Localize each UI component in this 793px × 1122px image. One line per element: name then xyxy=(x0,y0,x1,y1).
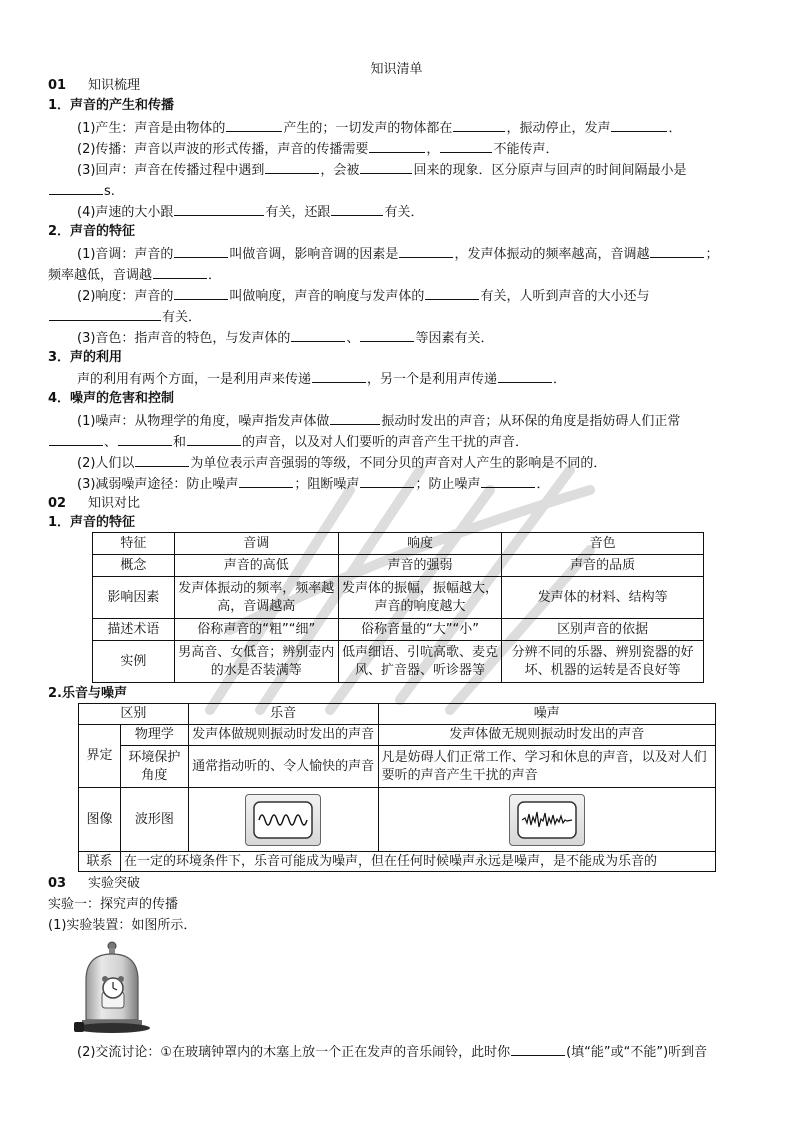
table-cell: 实例 xyxy=(93,641,175,683)
table-header-cell: 区别 xyxy=(79,704,189,725)
table-cell: 通常指动听的、令人愉快的声音 xyxy=(188,746,378,788)
answer-blank[interactable] xyxy=(453,118,505,132)
table-cell: 物理学 xyxy=(120,725,188,746)
table-header-cell: 响度 xyxy=(338,533,502,555)
answer-blank[interactable] xyxy=(425,286,479,300)
table-cell: 低声细语、引吭高歌、麦克风、扩音器、听诊器等 xyxy=(338,641,502,683)
page-title: 知识清单 xyxy=(370,62,423,77)
text-line: (1)噪声：从物理学的角度，噪声指发声体做 振动时发出的声音；从环保的角度是指妨碍人们正常 xyxy=(77,411,777,432)
answer-blank[interactable] xyxy=(49,307,161,321)
table-cell: 发声体做无规则振动时发出的声音 xyxy=(378,725,715,746)
text-line: 声的利用有两个方面，一是利用声来传递 ，另一个是利用声传递 ． xyxy=(77,369,777,390)
heading-music-vs-noise: 2.乐音与噪声 xyxy=(48,686,127,701)
table-row xyxy=(93,619,704,641)
table-row xyxy=(93,577,704,619)
answer-blank[interactable] xyxy=(49,181,103,195)
table-header-row xyxy=(79,704,716,725)
table-header-row xyxy=(93,533,704,555)
text-line: (3)音色：指声音的特色，与发声体的 、 等因素有关． xyxy=(77,328,777,349)
section-number: 02 xyxy=(48,496,67,511)
answer-blank[interactable] xyxy=(265,160,319,174)
irregular-waveform-icon xyxy=(509,794,585,846)
table-cell: 男高音、女低音；辨别壶内的水是否装满等 xyxy=(174,641,338,683)
answer-blank[interactable] xyxy=(239,474,293,488)
answer-blank[interactable] xyxy=(611,118,667,132)
answer-blank[interactable] xyxy=(440,139,492,153)
text-line: (1)实验装置：如图所示． xyxy=(48,918,197,933)
answer-blank[interactable] xyxy=(226,118,282,132)
table-cell: 俗称音量的“大”“小” xyxy=(338,619,502,641)
answer-blank[interactable] xyxy=(312,369,366,383)
text-line: (1)音调：声音的 叫做音调，影响音调的因素是 ，发声体振动的频率越高，音调越 ； xyxy=(77,244,777,265)
answer-blank[interactable] xyxy=(498,369,552,383)
table-row xyxy=(93,555,704,577)
table-cell: 发声体的振幅，振幅越大，声音的响度越大 xyxy=(338,577,502,619)
section-number: 03 xyxy=(48,876,67,891)
section-01-heading xyxy=(48,76,748,96)
text-line: 有关． xyxy=(48,307,748,328)
answer-blank[interactable] xyxy=(187,432,241,446)
answer-blank[interactable] xyxy=(650,244,704,258)
answer-blank[interactable] xyxy=(481,474,535,488)
table-row xyxy=(93,641,704,683)
answer-blank[interactable] xyxy=(360,328,414,342)
table-cell: 图像 xyxy=(79,788,121,852)
text-line: 频率越低，音调越 ． xyxy=(48,265,748,286)
table-cell: 联系 xyxy=(79,852,121,872)
text-line: (4)声速的大小跟 有关，还跟 有关． xyxy=(77,202,777,223)
table-header-cell: 音色 xyxy=(502,533,704,555)
heading-sound-use: 3．声的利用 xyxy=(48,350,123,365)
text-line: (2)交流讨论：①在玻璃钟罩内的木塞上放一个正在发声的音乐闹铃，此时你 (填“能”或“不能”)听到音 xyxy=(77,1042,777,1063)
heading-characteristics-table: 1．声音的特征 xyxy=(48,515,136,530)
table-cell xyxy=(378,788,715,852)
sound-characteristics-table xyxy=(92,532,704,683)
answer-blank[interactable] xyxy=(291,328,345,342)
table-cell: 发声体的材料、结构等 xyxy=(502,577,704,619)
text-line: s. xyxy=(48,181,748,202)
answer-blank[interactable] xyxy=(174,286,228,300)
heading-noise: 4．噪声的危害和控制 xyxy=(48,391,175,406)
answer-blank[interactable] xyxy=(511,1042,565,1056)
heading-sound-production: 1．声音的产生和传播 xyxy=(48,98,175,113)
answer-blank[interactable] xyxy=(369,139,425,153)
text-line: (2)响度：声音的 叫做响度，声音的响度与发声体的 有关，人听到声音的大小还与 xyxy=(77,286,777,307)
table-cell: 凡是妨碍人们正常工作、学习和休息的声音，以及对人们要听的声音产生干扰的声音 xyxy=(378,746,715,788)
table-row xyxy=(79,725,716,746)
table-cell: 影响因素 xyxy=(93,577,175,619)
table-cell: 分辨不同的乐器、辨别瓷器的好坏、机器的运转是否良好等 xyxy=(502,641,704,683)
answer-blank[interactable] xyxy=(174,202,264,216)
table-header-cell: 乐音 xyxy=(188,704,378,725)
section-label: 知识对比 xyxy=(88,496,141,511)
text-line: (3)回声：声音在传播过程中遇到 ，会被 回来的现象．区分原声与回声的时间间隔最小是 xyxy=(77,160,777,181)
table-cell: 在一定的环境条件下，乐音可能成为噪声，但在任何时候噪声永远是噪声，是不能成为乐音的 xyxy=(120,852,715,872)
table-cell: 声音的强弱 xyxy=(338,555,502,577)
answer-blank[interactable] xyxy=(153,265,207,279)
text-line: (2)传播：声音以声波的形式传播，声音的传播需要 ， 不能传声． xyxy=(77,139,777,160)
answer-blank[interactable] xyxy=(49,432,103,446)
answer-blank[interactable] xyxy=(360,474,414,488)
table-row xyxy=(79,788,716,852)
table-row xyxy=(79,852,716,872)
table-cell: 发声体振动的频率，频率越高，音调越高 xyxy=(174,577,338,619)
table-cell: 环境保护角度 xyxy=(120,746,188,788)
table-cell: 概念 xyxy=(93,555,175,577)
answer-blank[interactable] xyxy=(330,411,380,425)
bell-jar-apparatus-icon xyxy=(72,940,152,1036)
table-cell: 发声体做规则振动时发出的声音 xyxy=(188,725,378,746)
answer-blank[interactable] xyxy=(174,244,228,258)
table-header-cell: 特征 xyxy=(93,533,175,555)
answer-blank[interactable] xyxy=(360,160,412,174)
text-line: 实验一：探究声的传播 xyxy=(48,897,179,912)
text-line: 、 和 的声音，以及对人们要听的声音产生干扰的声音． xyxy=(48,432,748,453)
section-number: 01 xyxy=(48,78,67,93)
answer-blank[interactable] xyxy=(331,202,383,216)
table-cell: 声音的高低 xyxy=(174,555,338,577)
section-03-heading xyxy=(48,874,748,894)
table-cell: 描述术语 xyxy=(93,619,175,641)
table-cell xyxy=(188,788,378,852)
section-label: 实验突破 xyxy=(88,876,141,891)
table-row xyxy=(79,746,716,788)
regular-waveform-icon xyxy=(245,794,321,846)
text-line: (2)人们以 为单位表示声音强弱的等级，不同分贝的声音对人产生的影响是不同的． xyxy=(77,453,777,474)
section-label: 知识梳理 xyxy=(88,78,141,93)
section-02-heading xyxy=(48,494,748,514)
answer-blank[interactable] xyxy=(135,453,189,467)
answer-blank[interactable] xyxy=(118,432,172,446)
table-cell: 区别声音的依据 xyxy=(502,619,704,641)
answer-blank[interactable] xyxy=(399,244,453,258)
table-cell: 界定 xyxy=(79,725,121,788)
table-cell: 俗称声音的“粗”“细” xyxy=(174,619,338,641)
music-noise-table xyxy=(78,703,716,872)
table-cell: 波形图 xyxy=(120,788,188,852)
heading-sound-characteristics: 2．声音的特征 xyxy=(48,224,136,239)
table-header-cell: 噪声 xyxy=(378,704,715,725)
table-header-cell: 音调 xyxy=(174,533,338,555)
text-line: (1)产生：声音是由物体的 产生的；一切发声的物体都在 ，振动停止，发声 ． xyxy=(77,118,777,139)
text-line: (3)减弱噪声途径：防止噪声 ；阻断噪声 ；防止噪声 ． xyxy=(77,474,777,495)
table-cell: 声音的品质 xyxy=(502,555,704,577)
